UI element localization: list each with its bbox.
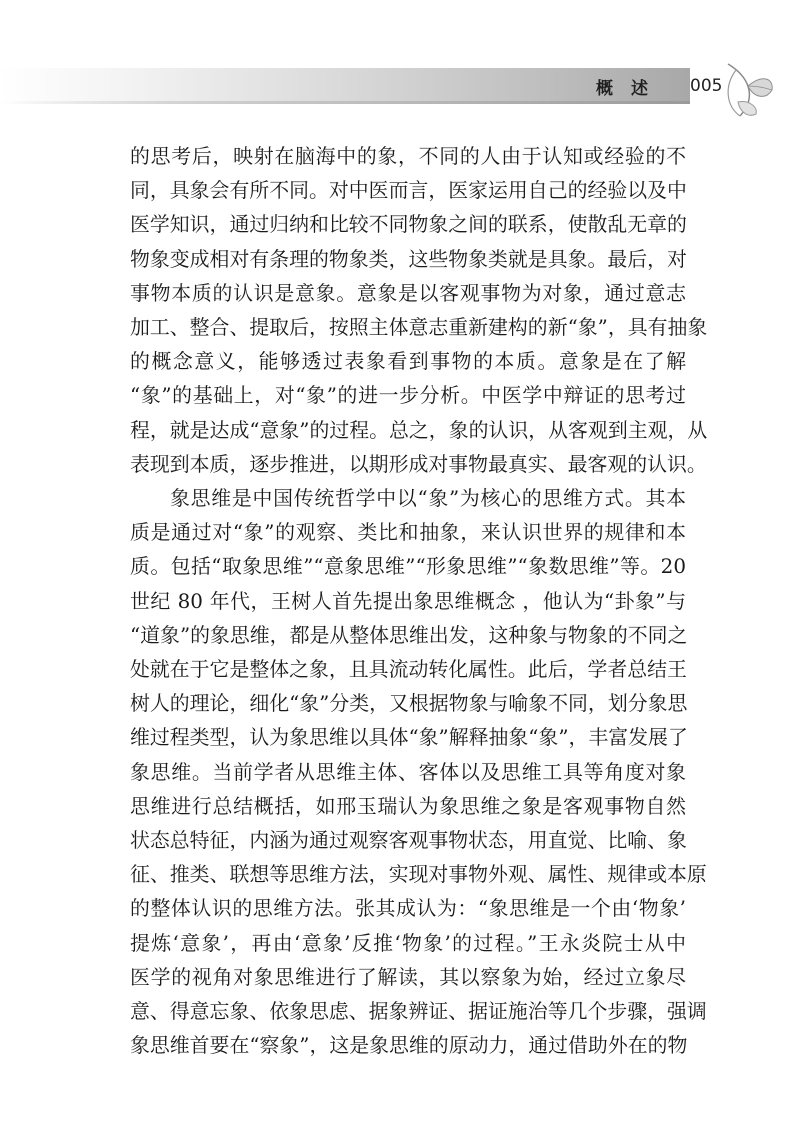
text-line: 的概念意义，能够透过表象看到事物的本质。意象是在了解 [130, 350, 686, 374]
text-line: 状态总特征，内涵为通过观察客观事物状态，用直觉、比喻、象 [130, 829, 687, 853]
text-line: 处就在于它是整体之象，且具流动转化属性。此后，学者总结王 [130, 658, 687, 682]
text-line: 的思考后，映射在脑海中的象，不同的人由于认知或经验的不 [130, 145, 686, 168]
text-line: 事物本质的认识是意象。意象是以客观事物为对象，通过意志 [130, 281, 686, 305]
text-line: 树人的理论，细化“象”分类，又根据物象与喻象不同，划分象思 [130, 692, 688, 716]
text-line: “象”的基础上，对“象”的进一步分析。中医学中辩证的思考过 [130, 384, 686, 408]
text-line: 意、得意忘象、依象思虑、据象辨证、据证施治等几个步骤，强调 [130, 1000, 707, 1024]
text-line: 医学知识，通过归纳和比较不同物象之间的联系，使散乱无章的 [130, 213, 687, 237]
text-line: 思维进行总结概括，如邢玉瑞认为象思维之象是客观事物自然 [130, 794, 686, 818]
text-line: 物象变成相对有条理的物象类，这些物象类就是具象。最后，对 [130, 247, 687, 271]
text-line: 世纪 80 年代，王树人首先提出象思维概念 ，他认为“卦象”与 [130, 589, 686, 613]
text-line: 象思维。当前学者从思维主体、客体以及思维工具等角度对象 [130, 760, 686, 784]
leaf-ornament-icon [718, 56, 778, 120]
body-text [130, 140, 708, 1063]
text-line: 提炼‘意象’，再由‘意象’反推‘物象’的过程。”王永炎院士从中 [130, 931, 686, 955]
text-line: 表现到本质，逐步推进，以期形成对事物最真实、最客观的认识。 [130, 452, 707, 476]
text-line: 的整体认识的思维方法。张其成认为：“象思维是一个由‘物象’ [130, 897, 686, 921]
text-line: 程，就是达成“意象”的过程。总之，象的认识，从客观到主观，从 [130, 418, 708, 442]
page-number: 005 [690, 76, 723, 96]
text-line: 同，具象会有所不同。对中医而言，医家运用自己的经验以及中 [130, 179, 687, 203]
text-line: 医学的视角对象思维进行了解读，其以察象为始，经过立象尽 [130, 965, 686, 989]
text-line: 象思维是中国传统哲学中以“象”为核心的思维方式。其本 [170, 487, 686, 511]
text-line: 维过程类型，认为象思维以具体“象”解释抽象“象”，丰富发展了 [130, 726, 688, 750]
text-line: “道象”的象思维，都是从整体思维出发，这种象与物象的不同之 [130, 623, 688, 647]
text-line: 质。包括“取象思维”“意象思维”“形象思维”“象数思维”等。20 [130, 555, 686, 579]
header-bar [0, 68, 690, 104]
text-line: 质是通过对“象”的观察、类比和抽象，来认识世界的规律和本 [130, 521, 686, 545]
text-line: 加工、整合、提取后，按照主体意志重新建构的新“象”，具有抽象 [130, 316, 708, 340]
text-line: 象思维首要在“察象”，这是象思维的原动力，通过借助外在的物 [130, 1034, 688, 1058]
section-title: 概述 [596, 79, 666, 99]
text-line: 征、推类、联想等思维方法，实现对事物外观、属性、规律或本原 [130, 863, 707, 887]
